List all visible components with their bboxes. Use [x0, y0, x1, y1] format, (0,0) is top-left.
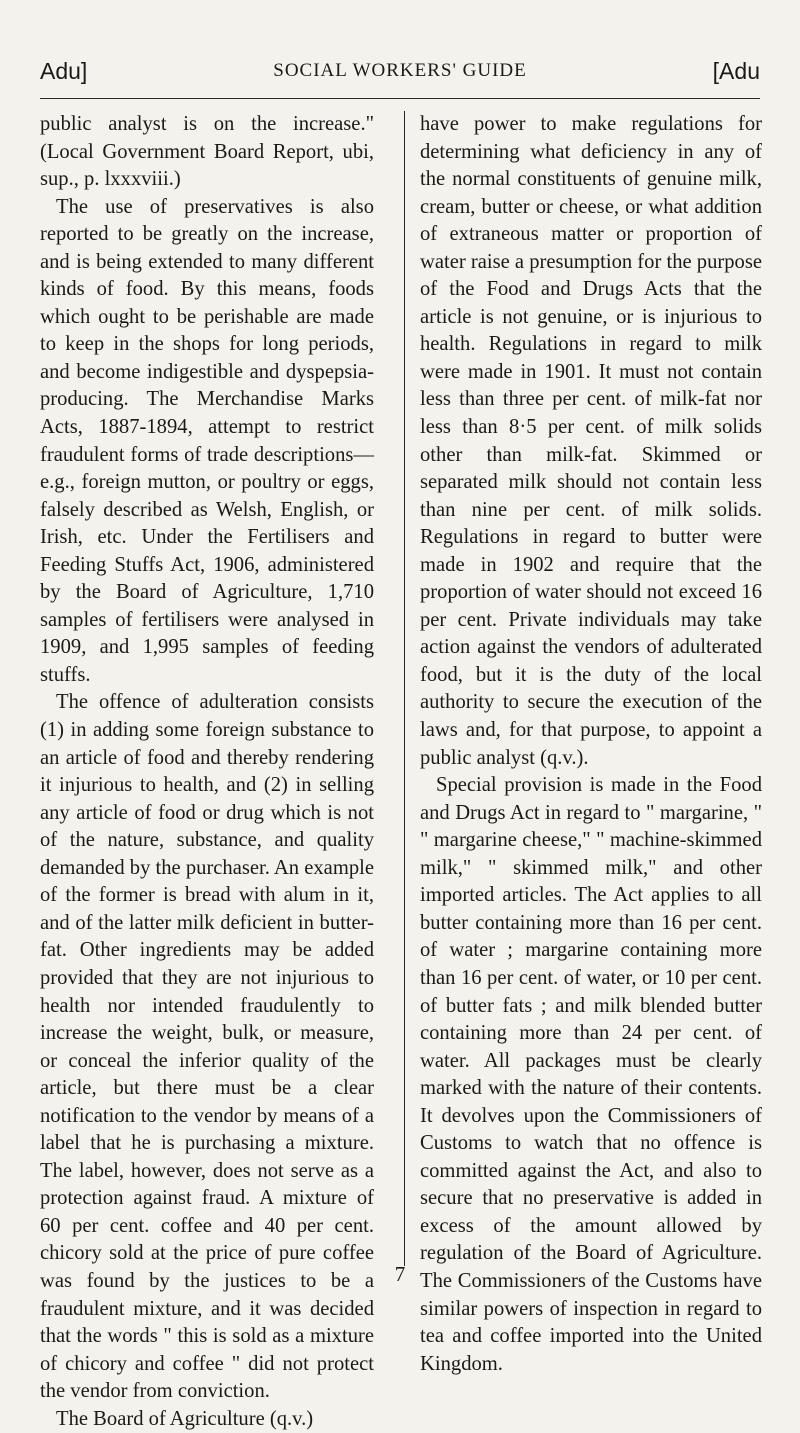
column-divider — [404, 111, 405, 1266]
right-paragraph-1: have power to make regulations for determining what deficiency in any of the normal constituents of genuine milk, cream, butter or cheese, or what addition of extraneous matter or proportion of water raise a presumption for the purpose of the Food and Drugs Acts that the article is not genuine, or is injurious to health. Regulations in regard to milk were made in 1901. It must not contain less than three per cent. of milk-fat nor less than 8·5 per cent. of milk solids other than milk-fat. Skimmed or separated milk should not contain less than nine per cent. of milk solids. Regulations in regard to butter were made in 1902 and require that the proportion of water should not exceed 16 per cent. Private individuals may take action against the vendors of adulterated food, but it is the duty of the local authority to secure the execution of the laws and, for that purpose, to appoint a public analyst (q.v.). — [420, 113, 762, 769]
running-header — [40, 58, 760, 92]
left-column — [40, 111, 374, 1433]
header-right-keyword: [Adu — [712, 58, 760, 84]
left-paragraph-3: The offence of adulteration consists (1) in adding some foreign substance to an article of food and thereby rendering it injurious to health, and (2) in selling any article of food or drug which is not of the nature, substance, and quality demanded by the purchaser. An example of the former is bread with alum in it, and of the latter milk deficient in butter-fat. Other ingredients may be added provided that they are not injurious to health nor intended fraudulently to increase the weight, bulk, or measure, or conceal the inferior quality of the article, but there must be a clear notification to the vendor by means of a label that he is purchasing a mixture. The label, however, does not serve as a protection against fraud. A mixture of 60 per cent. coffee and 40 per cent. chicory sold at the price of pure coffee was found by the justices to be a fraudulent mixture, and it was decided that the words " this is sold as a mixture of chicory and coffee " did not protect the vendor from conviction. — [40, 691, 374, 1403]
page-number: 7 — [394, 1262, 406, 1286]
right-paragraph-2: Special provision is made in the Food and Drugs Act in regard to " margarine, " " margarine cheese," " machine-skimmed milk," " skimmed milk," and other imported articles. The Act applies to all butter containing more than 16 per cent. of water ; margarine containing more than 16 per cent. of water, or 10 per cent. of butter fats ; and milk blended butter containing more than 24 per cent. of water. All packages must be clearly marked with the nature of their contents. It devolves upon the Commissioners of Customs to watch that no offence is committed against the Act, and also to secure that no preservative is added in excess of the amount allowed by regulation of the Board of Agriculture. The Commissioners of the Customs have similar powers of inspection in regard to tea and coffee imported into the United Kingdom. — [420, 774, 762, 1375]
header-rule — [40, 98, 760, 99]
left-paragraph-1: public analyst is on the increase." (Local Government Board Report, ubi, sup., p. lxxxviii.) — [40, 113, 374, 191]
left-paragraph-4: The Board of Agriculture (q.v.) — [56, 1407, 314, 1430]
left-paragraph-2: The use of preservatives is also reported to be greatly on the increase, and is being extended to many different kinds of food. By this means, foods which ought to be perishable are made to keep in the shops for long periods, and become indigestible and dyspepsia-producing. The Merchandise Marks Acts, 1887-1894, attempt to restrict fraudulent forms of trade descriptions—e.g., foreign mutton, or poultry or eggs, falsely described as Welsh, English, or Irish, etc. Under the Fertilisers and Feeding Stuffs Act, 1906, administered by the Board of Agriculture, 1,710 samples of fertilisers were analysed in 1909, and 1,995 samples of feeding stuffs. — [40, 195, 374, 686]
header-title: SOCIAL WORKERS' GUIDE — [273, 60, 527, 81]
right-column — [420, 111, 762, 1378]
header-left-keyword: Adu] — [40, 58, 88, 84]
